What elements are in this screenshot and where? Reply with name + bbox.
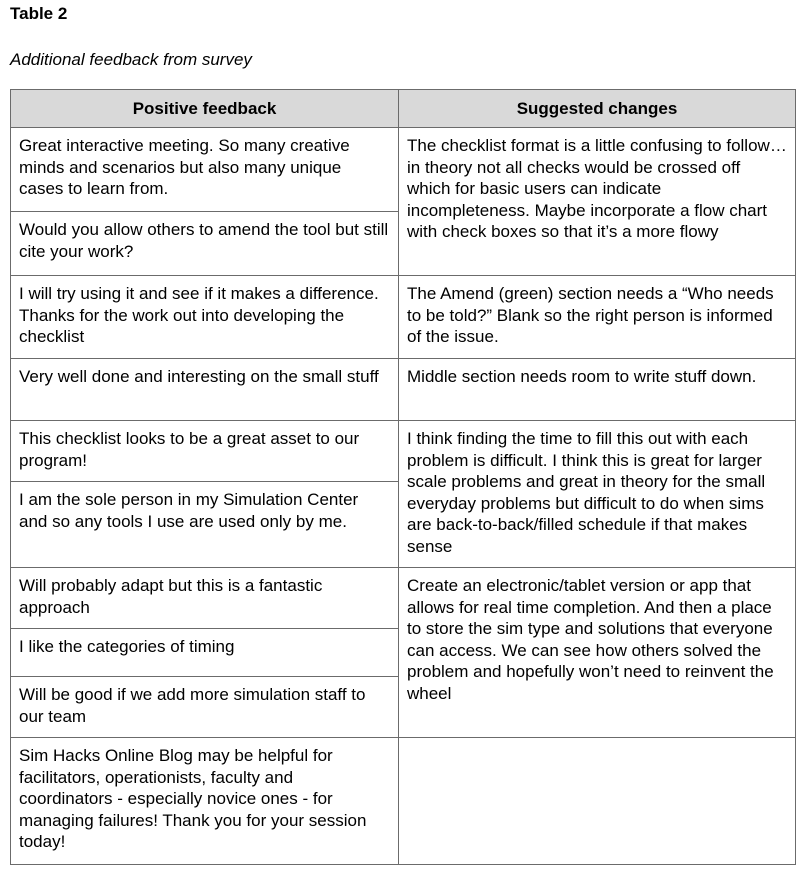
table-caption: Additional feedback from survey <box>10 50 252 69</box>
suggested-change-cell: Middle section needs room to write stuff down. <box>399 359 796 421</box>
positive-feedback-cell: Would you allow others to amend the tool but still cite your work? <box>11 212 399 276</box>
positive-feedback-cell: I will try using it and see if it makes a difference. Thanks for the work out into developing the checklist <box>11 276 399 359</box>
table-row <box>11 276 796 359</box>
header-row <box>11 90 796 128</box>
table-row <box>11 128 796 212</box>
positive-feedback-cell: Will probably adapt but this is a fantastic approach <box>11 568 399 629</box>
positive-feedback-cell: Very well done and interesting on the small stuff <box>11 359 399 421</box>
table-row <box>11 359 796 421</box>
feedback-table <box>10 89 796 865</box>
positive-feedback-cell: Sim Hacks Online Blog may be helpful for facilitators, operationists, faculty and coordinators - especially novice ones - for managing failures! Thank you for your session today! <box>11 738 399 865</box>
suggested-change-cell: The Amend (green) section needs a “Who needs to be told?” Blank so the right person is informed of the issue. <box>399 276 796 359</box>
suggested-change-cell: I think finding the time to fill this out with each problem is difficult. I think this is great for larger scale problems and great in theory for the small everyday problems but difficult to do when sims are back-to-back/filled schedule if that makes sense <box>399 421 796 568</box>
positive-feedback-cell: I am the sole person in my Simulation Center and so any tools I use are used only by me. <box>11 482 399 568</box>
positive-feedback-cell: Great interactive meeting. So many creative minds and scenarios but also many unique cases to learn from. <box>11 128 399 212</box>
positive-feedback-header: Positive feedback <box>11 90 399 128</box>
table-label: Table 2 <box>10 4 68 23</box>
positive-feedback-cell: Will be good if we add more simulation staff to our team <box>11 677 399 738</box>
suggested-change-cell-empty <box>399 738 796 865</box>
suggested-change-cell: The checklist format is a little confusing to follow…in theory not all checks would be crossed off which for basic users can indicate incompleteness. Maybe incorporate a flow chart with check boxes so that it’s a more flowy <box>399 128 796 276</box>
table-row <box>11 568 796 629</box>
suggested-change-cell: Create an electronic/tablet version or app that allows for real time completion. And then a place to store the sim type and solutions that everyone can access. We can see how others solved the problem and hopefully won’t need to reinvent the wheel <box>399 568 796 738</box>
table-row <box>11 738 796 865</box>
suggested-changes-header: Suggested changes <box>399 90 796 128</box>
positive-feedback-cell: This checklist looks to be a great asset to our program! <box>11 421 399 482</box>
table-row <box>11 421 796 482</box>
positive-feedback-cell: I like the categories of timing <box>11 629 399 677</box>
